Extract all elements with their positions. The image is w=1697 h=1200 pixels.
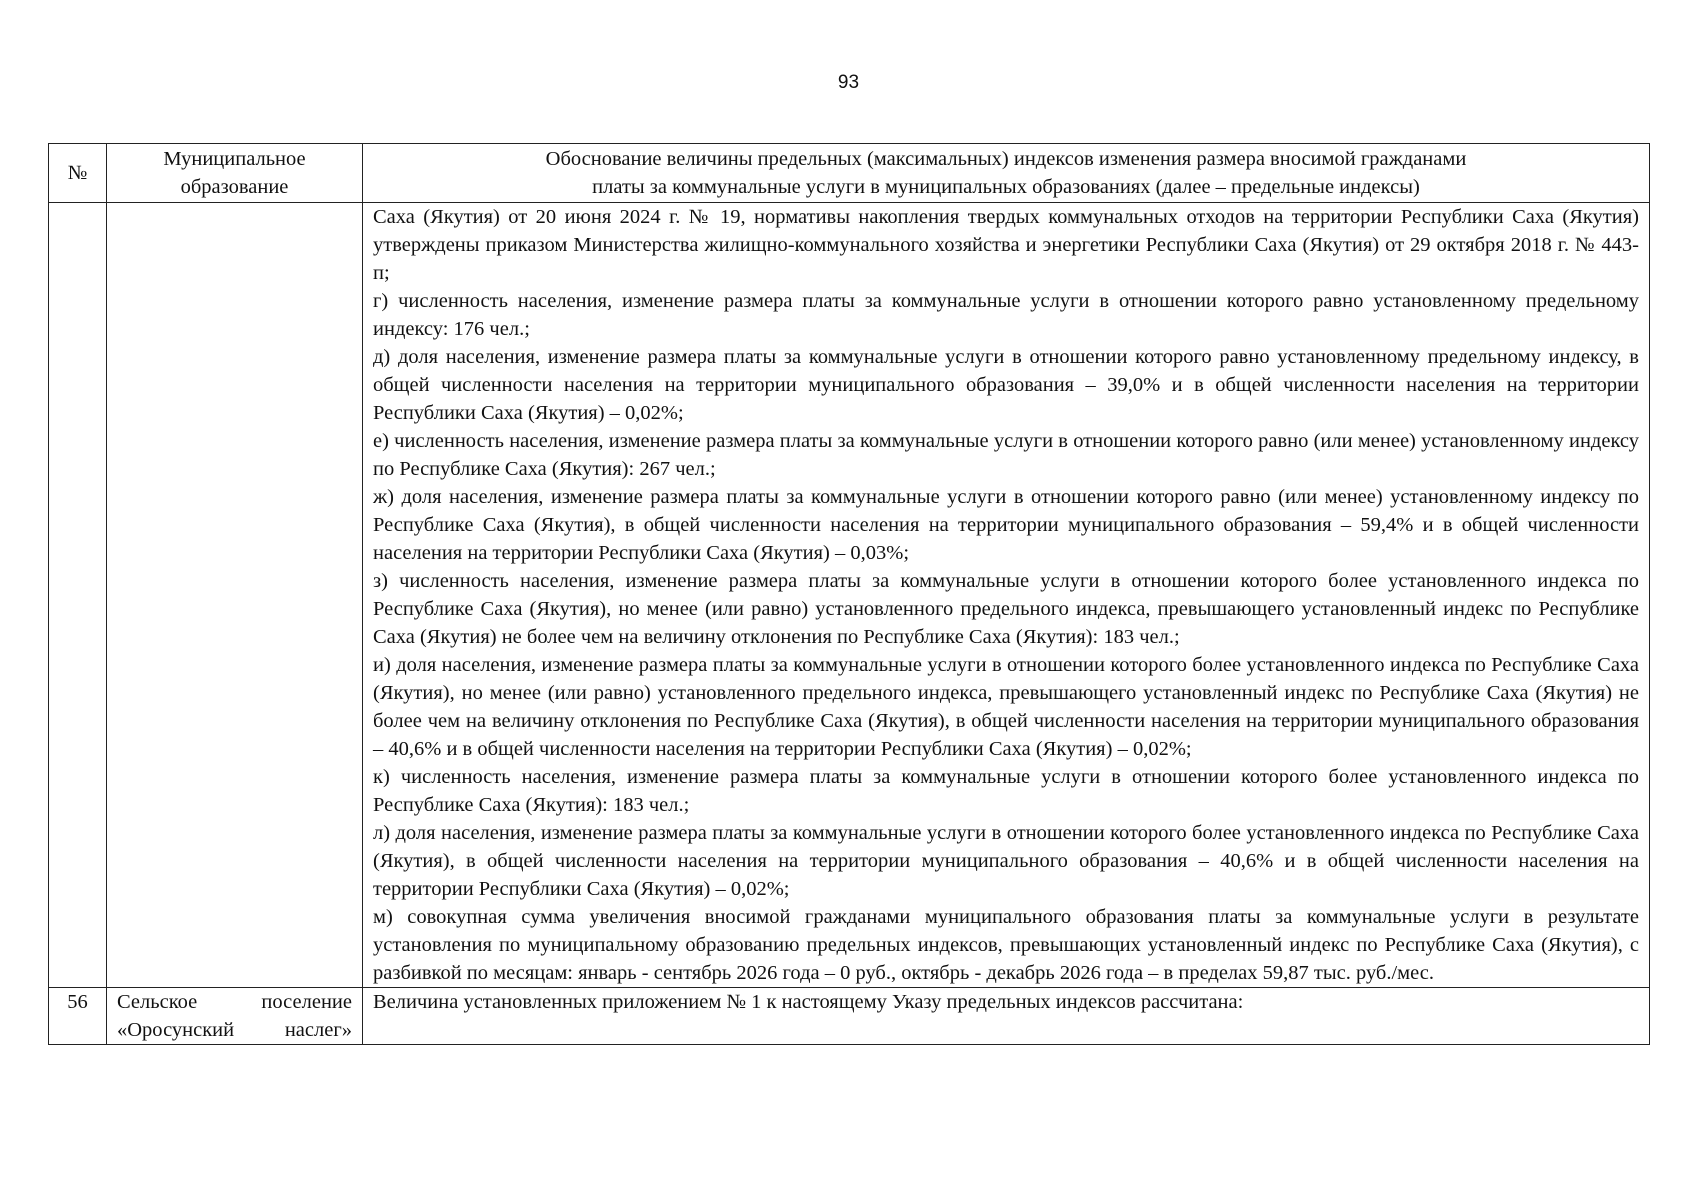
paragraph-i: и) доля населения, изменение размера платы за коммунальные услуги в отношении которого более установленного индекса по Республике Саха (Якутия), но менее (или равно) установленного предельного индекса, превышающего установленный индекс по Республике Саха (Якутия) не более чем на величину отклонения по Республике Саха (Якутия), в общей численности населения на территории муниципального образования – 40,6% и в общей численности населения на территории Республики Саха (Якутия) – 0,02%; — [373, 654, 1639, 760]
paragraph-m: м) совокупная сумма увеличения вносимой гражданами муниципального образования платы за коммунальные услуги в результате установления по муниципальному образованию предельных индексов, превышающих установленный индекс по Республике Саха (Якутия), с разбивкой по месяцам: январь - сентябрь 2026 года – 0 руб., октябрь - декабрь 2026 года – в пределах 59,87 тыс. руб./мес. — [373, 906, 1639, 984]
cell-justification: Величина установленных приложением № 1 к настоящему Указу предельных индексов рассчитана: — [363, 988, 1650, 1045]
header-municipality: Муниципальное образование — [107, 144, 363, 203]
paragraph-g: г) численность населения, изменение размера платы за коммунальные услуги в отношении которого равно установленному предельному индексу: 176 чел.; — [373, 290, 1639, 340]
paragraph-k: к) численность населения, изменение размера платы за коммунальные услуги в отношении которого более установленного индекса по Республике Саха (Якутия): 183 чел.; — [373, 766, 1639, 816]
indices-table — [48, 143, 1650, 1045]
paragraph-e: е) численность населения, изменение размера платы за коммунальные услуги в отношении которого равно (или менее) установленному индексу по Республике Саха (Якутия): 267 чел.; — [373, 430, 1639, 480]
cell-municipality: Сельское поселение «Оросунский наслег» — [107, 988, 363, 1045]
paragraph-l: л) доля населения, изменение размера платы за коммунальные услуги в отношении которого более установленного индекса по Республике Саха (Якутия), в общей численности населения на территории муниципального образования – 40,6% и в общей численности населения на территории Республики Саха (Якутия) – 0,02%; — [373, 822, 1639, 900]
table-header-row — [49, 144, 1650, 203]
cell-number: 56 — [49, 988, 107, 1045]
paragraph-z: з) численность населения, изменение размера платы за коммунальные услуги в отношении которого более установленного индекса по Республике Саха (Якутия), но менее (или равно) установленного предельного индекса, превышающего установленный индекс по Республике Саха (Якутия) не более чем на величину отклонения по Республике Саха (Якутия): 183 чел.; — [373, 570, 1639, 648]
header-justification — [363, 144, 1650, 203]
header-justification-line1: Обоснование величины предельных (максимальных) индексов изменения размера вносимой гражданами — [545, 148, 1467, 170]
paragraph-continuation: Саха (Якутия) от 20 июня 2024 г. № 19, нормативы накопления твердых коммунальных отходов на территории Республики Саха (Якутия) утверждены приказом Министерства жилищно-коммунального хозяйства и энергетики Республики Саха (Якутия) от 29 октября 2018 г. № 443-п; — [373, 206, 1639, 284]
paragraph-zh: ж) доля населения, изменение размера платы за коммунальные услуги в отношении которого равно (или менее) установленному индексу по Республике Саха (Якутия), в общей численности населения на территории муниципального образования – 59,4% и в общей численности населения на территории Республики Саха (Якутия) – 0,03%; — [373, 486, 1639, 564]
header-justification-line2: платы за коммунальные услуги в муниципальных образованиях (далее – предельные индексы) — [592, 176, 1420, 198]
table-row-56 — [49, 988, 1650, 1045]
cell-justification — [363, 203, 1650, 988]
paragraph-d: д) доля населения, изменение размера платы за коммунальные услуги в отношении которого равно установленному предельному индексу, в общей численности населения на территории муниципального образования – 39,0% и в общей численности населения на территории Республики Саха (Якутия) – 0,02%; — [373, 346, 1639, 424]
cell-number — [49, 203, 107, 988]
table-row-continuation — [49, 203, 1650, 988]
header-number: № — [49, 144, 107, 203]
cell-municipality — [107, 203, 363, 988]
page-number: 93 — [837, 72, 860, 93]
